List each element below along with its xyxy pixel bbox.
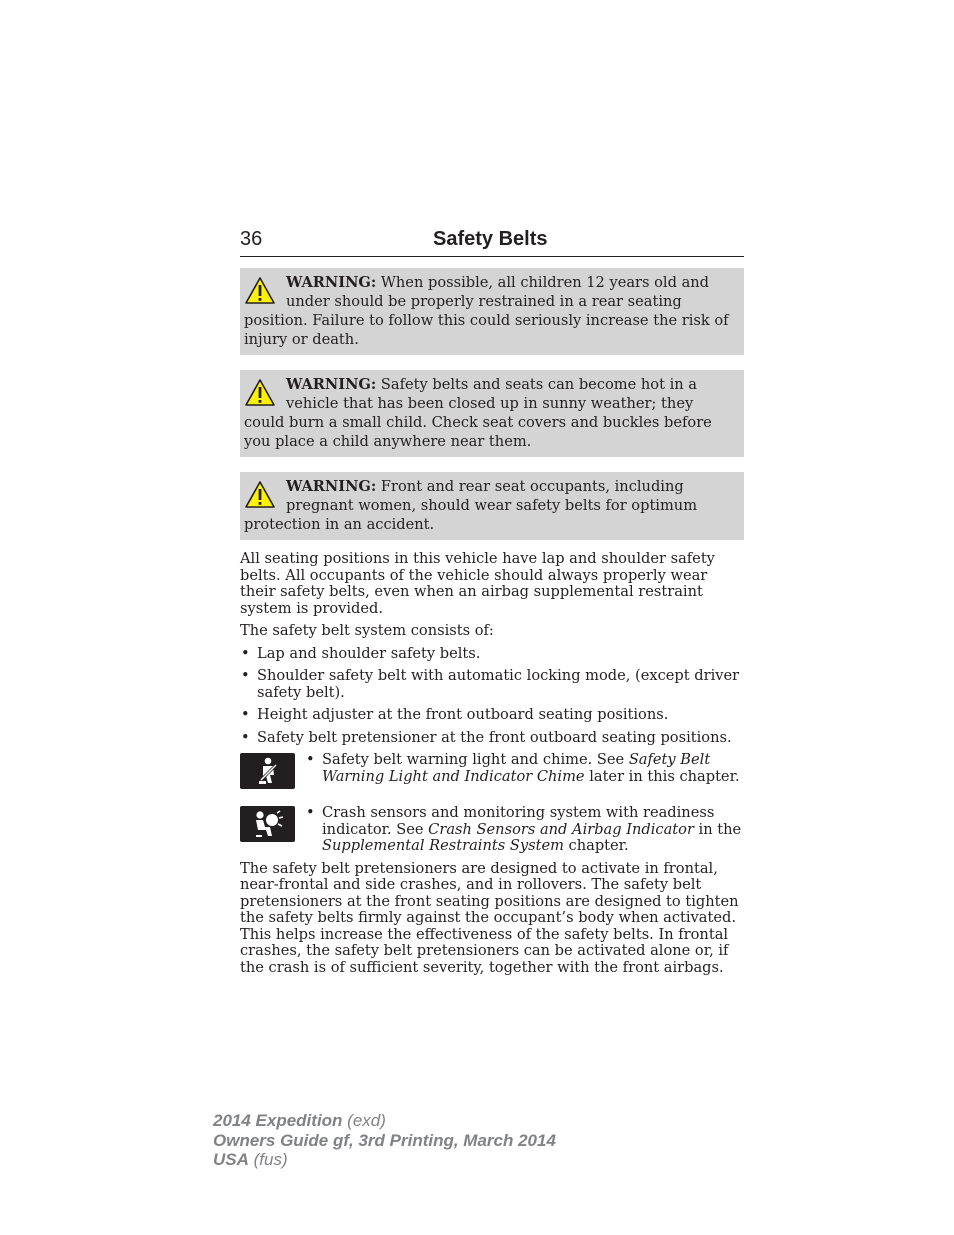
manual-page [240,228,744,982]
warning-box-occupants [240,472,744,540]
seatbelt-warning-icon [240,753,295,789]
list-item: • Lap and shoulder safety belts. [240,646,744,663]
page-header [240,228,744,257]
footer-line: USA (fus) [213,1150,288,1169]
warning-box-children-seating [240,268,744,355]
warning-triangle-icon [244,480,276,510]
page-number: 36 [240,228,263,250]
warning-text: Front and rear seat occupants, including pregnant women, should wear safety belts for optimum protection in an accident. [244,478,698,533]
list-item: • Safety belt pretensioner at the front outboard seating positions. [240,730,744,747]
cross-reference: Safety Belt Warning Light and Indicator Chime [322,751,711,785]
warning-text: Safety belts and seats can become hot in a vehicle that has been closed up in sunny weather; they could burn a small child. Check seat covers and buckles before you place a child anywhere near them. [244,376,712,450]
icon-bullet-row [240,752,744,789]
airbag-indicator-icon [240,806,295,842]
warning-label: WARNING: [286,478,377,495]
list-item: • Height adjuster at the front outboard seating positions. [240,707,744,724]
warning-box-hot-seats [240,370,744,457]
cross-reference: Crash Sensors and Airbag Indicator [428,820,694,838]
list-item: • Safety belt warning light and chime. See Safety Belt Warning Light and Indicator Chime later in this chapter. [305,752,744,785]
warning-triangle-icon [244,378,276,408]
warning-label: WARNING: [286,376,377,393]
chapter-title: Safety Belts [433,228,548,250]
footer-line: Owners Guide gf, 3rd Printing, March 2014 [213,1130,556,1150]
page-footer [213,1111,556,1170]
pretensioner-paragraph: The safety belt pretensioners are designed to activate in frontal, near-frontal and side crashes, and in rollovers. The safety belt pretensioners at the front seating positions are designed to tighten the safety belts firmly against the occupant’s body when activated. This helps increase the effectiveness of the safety belts. In frontal crashes, the safety belt pretensioners can be activated alone or, if the crash is of sufficient severity, together with the front airbags. [240,859,739,976]
warning-triangle-icon [244,276,276,306]
list-item: • Crash sensors and monitoring system with readiness indicator. See Crash Sensors and Airbag Indicator in the Supplemental Restraints System chapter. [305,805,744,855]
icon-bullet-row [240,805,744,855]
intro-paragraph: All seating positions in this vehicle have lap and shoulder safety belts. All occupants of the vehicle should always properly wear their safety belts, even when an airbag supplemental restraint system is provided. [240,550,715,617]
footer-line: 2014 Expedition (exd) [213,1111,386,1130]
warning-text: When possible, all children 12 years old and under should be properly restrained in a rear seating position. Failure to follow this could seriously increase the risk of injury or death. [244,274,729,348]
cross-reference: Supplemental Restraints System [322,837,564,854]
list-item: • Shoulder safety belt with automatic locking mode, (except driver safety belt). [240,668,744,701]
safety-belt-components-list [240,646,744,747]
warning-label: WARNING: [286,274,377,291]
consists-of-paragraph: The safety belt system consists of: [240,622,494,639]
